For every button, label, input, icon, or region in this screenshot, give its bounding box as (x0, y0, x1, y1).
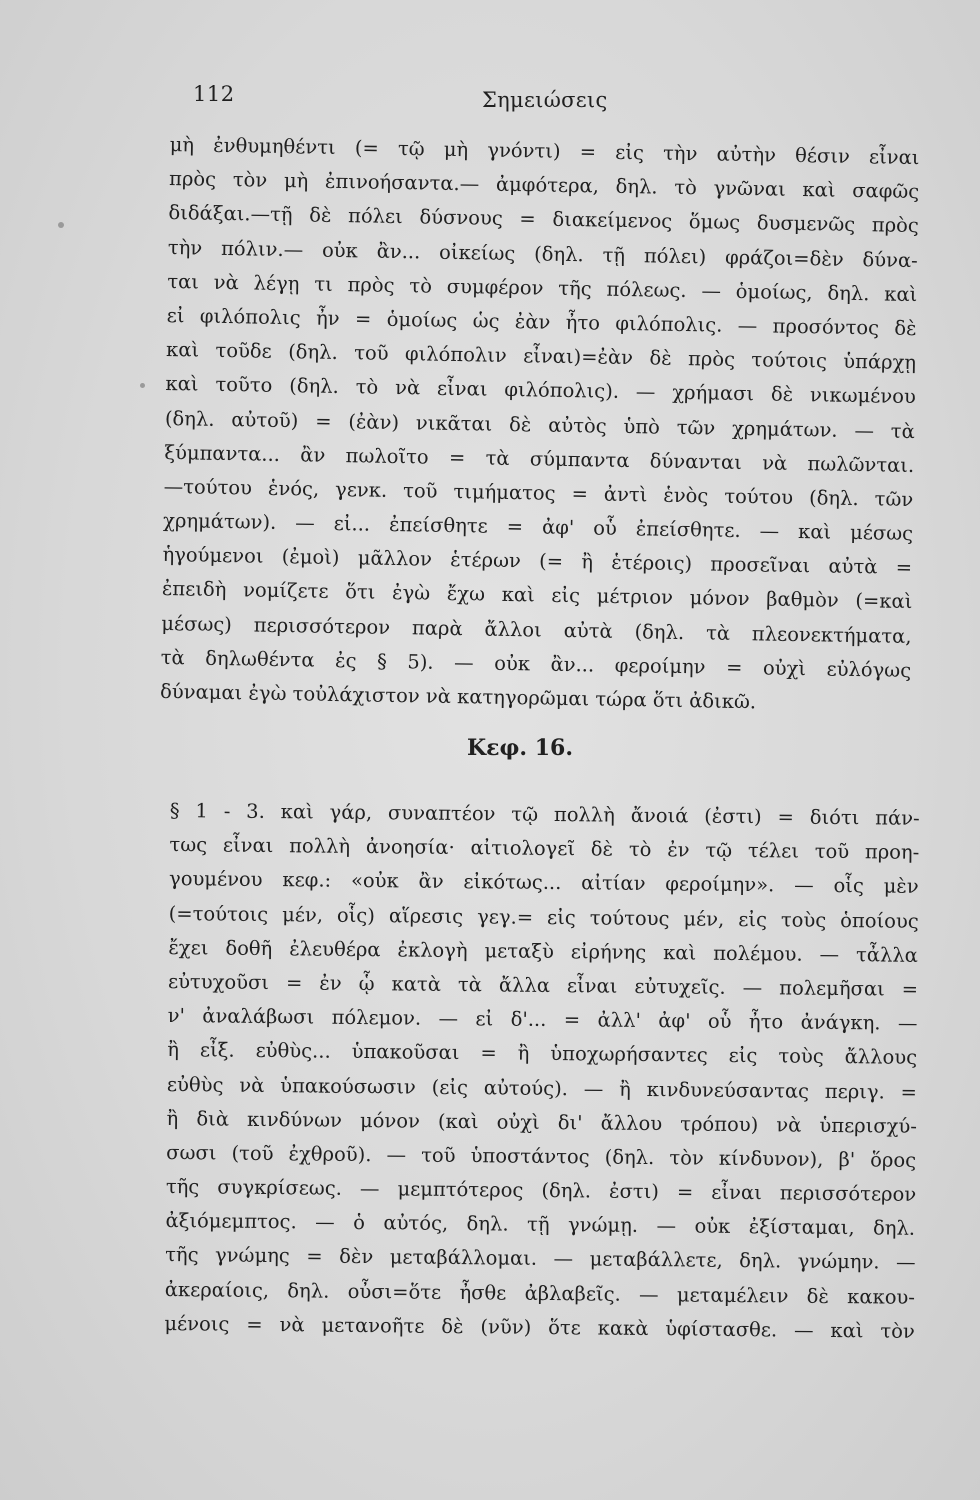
text-line: εὐθὺς νὰ ὑπακούσωσιν (εἰς αὐτούς). — ἢ κινδυνεύσαντας περιγ. = (166, 1072, 918, 1104)
text-line: τὰ δηλωθέντα ἐς § 5). — οὐκ ἂν... φεροίμην = οὐχὶ εὐλόγως (160, 645, 911, 682)
chapter-paragraph (164, 794, 920, 1349)
text-line: καὶ τοῦτο (δηλ. τὸ νὰ εἶναι φιλόπολις). — χρήμασι δὲ νικωμένου (165, 372, 916, 409)
page-header (0, 76, 980, 116)
paper-spot (140, 383, 145, 388)
text-line: —τούτου ἑνός, γενκ. τοῦ τιμήματος = ἀντὶ ἑνὸς τούτου (δηλ. τῶν (163, 474, 914, 511)
text-line: μέσως) περισσότερον παρὰ ἄλλοι αὐτὰ (δηλ. τὰ πλεονεκτήματα, (161, 611, 912, 648)
text-line: τως εἶναι πολλὴ ἀνοησία· αἰτιολογεῖ δὲ τὸ ἐν τῷ τέλει τοῦ προη- (169, 833, 920, 865)
notes-paragraph (160, 128, 920, 722)
text-line: μένοις = νὰ μετανοῆτε δὲ (νῦν) ὅτε κακὰ ὑφίστασθε. — καὶ τὸν (164, 1311, 915, 1343)
text-line: ἀξιόμεμπτος. — ὁ αὐτός, δηλ. τῇ γνώμῃ. — οὐκ ἐξίσταμαι, δηλ. (165, 1209, 916, 1241)
text-line: πρὸς τὸν μὴ ἐπινοήσαντα.— ἀμφότερα, δηλ. τὸ γνῶναι καὶ σαφῶς (168, 167, 920, 204)
text-line: εὐτυχοῦσι = ἐν ᾧ κατὰ τὰ ἄλλα εἶναι εὐτυχεῖς. — πολεμῆσαι = (167, 969, 919, 1001)
text-line: τῆς γνώμης = δὲν μεταβάλλομαι. — μεταβάλλετε, δηλ. γνώμην. — (165, 1243, 916, 1275)
text-line: (=τούτοις μέν, οἷς) αἵρεσις γεγ.= εἰς τούτους μέν, εἰς τοὺς ὁποίους (168, 901, 919, 933)
text-line: ξύμπαντα... ἂν πωλοῖτο = τὰ σύμπαντα δύνανται νὰ πωλῶνται. (164, 440, 915, 477)
text-line: ἔχει δοθῆ ἐλευθέρα ἐκλογὴ μεταξὺ εἰρήνης καὶ πολέμου. — τἆλλα (168, 935, 919, 967)
text-line: διδάξαι.—τῇ δὲ πόλει δύσνους = διακείμενος ὅμως δυσμενῶς πρὸς (168, 201, 919, 238)
running-title: Σημειώσεις (482, 88, 608, 112)
paper-spot (58, 222, 64, 228)
text-line: σωσι (τοῦ ἐχθροῦ). — τοῦ ὑποστάντος (δηλ. τὸν κίνδυνον), β' ὅρος (166, 1140, 917, 1172)
text-line: χρημάτων). — εἰ... ἐπείσθητε = ἀφ' οὗ ἐπείσθητε. — καὶ μέσως (162, 509, 914, 546)
text-line: δύναμαι ἐγὼ τοὐλάχιστον νὰ κατηγορῶμαι τώρα ὅτι ἀδικῶ. (159, 679, 757, 714)
text-line: § 1 - 3. καὶ γάρ, συναπτέον τῷ πολλὴ ἄνοιά (ἐστι) = διότι πάν- (169, 798, 920, 830)
text-line: γουμένου κεφ.: «οὐκ ἂν εἰκότως... αἰτίαν φεροίμην». — οἷς μὲν (168, 867, 919, 899)
text-line: τὴν πόλιν.— οὐκ ἂν... οἰκείως (δηλ. τῇ πόλει) φράζοι=δὲν δύνα- (167, 235, 918, 272)
text-line: ται νὰ λέγῃ τι πρὸς τὸ συμφέρον τῆς πόλεως. — ὁμοίως, δηλ. καὶ (167, 269, 918, 306)
chapter-heading: Κεφ. 16. (467, 735, 573, 761)
text-line: εἰ φιλόπολις ἦν = ὁμοίως ὡς ἐὰν ἦτο φιλόπολις. — προσόντος δὲ (166, 303, 917, 340)
text-line: ἢ εἶξ. εὐθὺς... ὑπακοῦσαι = ἢ ὑποχωρήσαντες εἰς τοὺς ἄλλους (167, 1038, 918, 1070)
text-line: ἢ διὰ κινδύνων μόνον (καὶ οὐχὶ δι' ἄλλου τρόπου) νὰ ὑπερισχύ- (166, 1106, 917, 1138)
text-line: ν' ἀναλάβωσι πόλεμον. — εἰ δ'... = ἀλλ' ἀφ' οὗ ἦτο ἀνάγκη. — (167, 1004, 918, 1035)
text-line: καὶ τοῦδε (δηλ. τοῦ φιλόπολιν εἶναι)=ἐὰν δὲ πρὸς τούτοις ὑπάρχῃ (165, 338, 917, 375)
text-line: ἀκεραίοις, δηλ. οὖσι=ὅτε ἦσθε ἀβλαβεῖς. — μεταμέλειν δὲ κακου- (164, 1277, 915, 1309)
text-line: ἐπειδὴ νομίζετε ὅτι ἐγὼ ἔχω καὶ εἰς μέτριον μόνον βαθμὸν (=καὶ (161, 577, 913, 614)
page-number: 112 (193, 82, 235, 106)
text-line: ἡγούμενοι (ἐμοὶ) μᾶλλον ἑτέρων (= ἢ ἑτέροις) προσεῖναι αὐτὰ = (162, 543, 913, 580)
text-line: μὴ ἐνθυμηθέντι (= τῷ μὴ γνόντι) = εἰς τὴν αὐτὴν θέσιν εἶναι (169, 132, 920, 170)
text-line: τῆς συγκρίσεως. — μεμπτότερος (δηλ. ἐστι) = εἶναι περισσότερον (165, 1175, 917, 1206)
text-line: (δηλ. αὐτοῦ) = (ἐὰν) νικᾶται δὲ αὐτὸς ὑπὸ τῶν χρημάτων. — τὰ (164, 406, 915, 443)
